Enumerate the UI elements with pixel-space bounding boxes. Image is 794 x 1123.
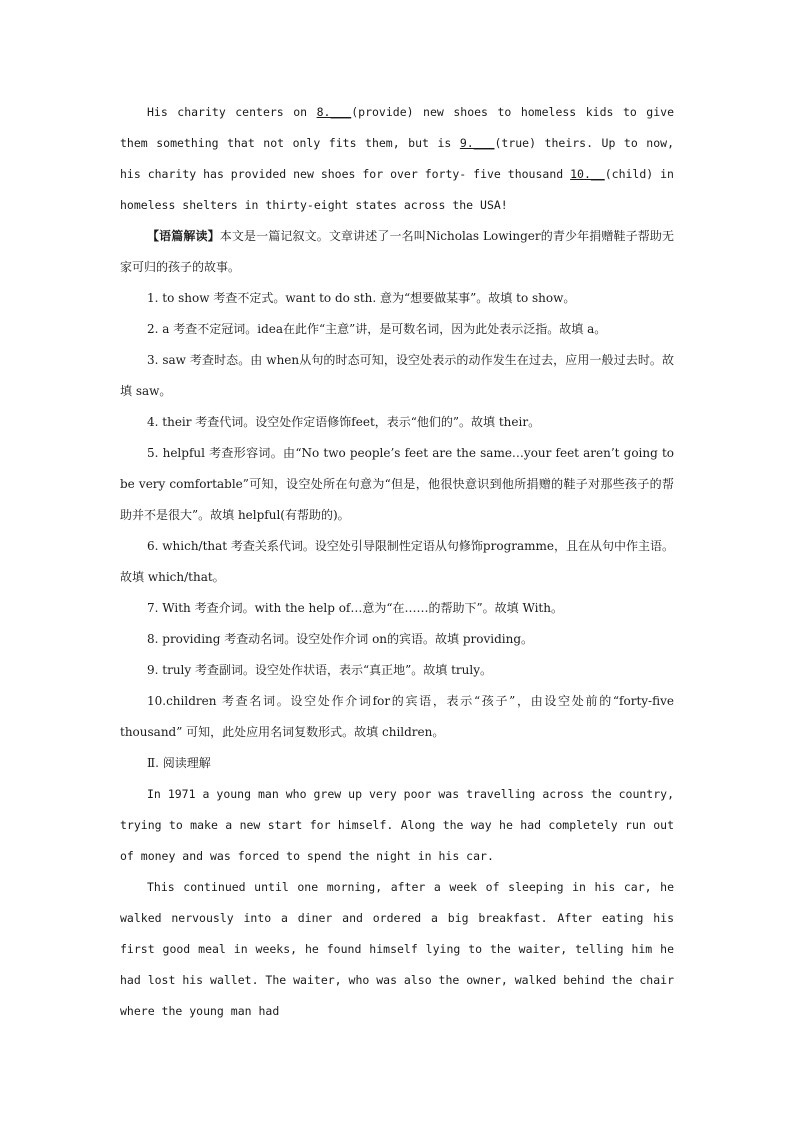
answer-item-8: 8. providing 考查动名词。设空处作介词 on的宾语。故填 providing。 [147, 632, 534, 646]
answer-item-3: 3. saw 考查时态。由 when从句的时态可知，设空处表示的动作发生在过去，应用一般过去时。故填 saw。 [120, 353, 674, 398]
blank-8: 8.___ [316, 105, 352, 119]
blank-10: 10.__ [570, 167, 605, 181]
passage-text: (child) in homeless shelters in thirty-eight states across the USA! [120, 167, 674, 212]
analysis-summary-text: 本文是一篇记叙文。文章讲述了一名叫Nicholas Lowinger的青少年捐赠鞋子帮助无家可归的孩子的故事。 [120, 229, 674, 274]
answer-item-6: 6. which/that 考查关系代词。设空处引导限制性定语从句修饰programme，且在从句中作主语。故填 which/that。 [120, 539, 675, 584]
passage-text: His charity centers on [147, 105, 317, 119]
section-heading: Ⅱ. 阅读理解 [147, 756, 211, 770]
blank-9: 9.___ [459, 136, 495, 150]
passage-text: (provide) new shoes to homeless kids to give them something that not only fits them, but is [120, 105, 674, 150]
reading-paragraph-2: This continued until one morning, after a week of sleeping in his car, he walked nervously into a diner and ordered a big breakfast. After eating his first good meal in weeks, he found himself lying to the waiter, telling him he had lost his wallet. The waiter, who was also the owner, walked behind the chair where the young man had [120, 880, 674, 1018]
answer-item-1: 1. to show 考查不定式。want to do sth. 意为“想要做某事”。故填 to show。 [147, 291, 576, 305]
page-content [120, 97, 674, 1027]
answer-item-7: 7. With 考查介词。with the help of…意为“在……的帮助下”。故填 With。 [147, 601, 563, 615]
answer-item-9: 9. truly 考查副词。设空处作状语，表示“真正地”。故填 truly。 [147, 663, 492, 677]
answer-item-5: 5. helpful 考查形容词。由“No two people’s feet are the same…your feet aren’t going to be very comfortable”可知，设空处所在句意为“但是，他很快意识到他所捐赠的鞋子对那些孩子的帮助并不是很大”。故填 helpful(有帮助的)。 [120, 446, 674, 522]
analysis-summary [120, 221, 674, 283]
passage-paragraph [120, 97, 674, 221]
analysis-header: 【语篇解读】 [147, 229, 220, 243]
answer-item-2: 2. a 考查不定冠词。idea在此作“主意”讲，是可数名词，因为此处表示泛指。故填 a。 [147, 322, 607, 336]
answer-item-10: 10.children 考查名词。设空处作介词for的宾语，表示“孩子”，由设空处前的“forty-five thousand” 可知，此处应用名词复数形式。故填 children。 [120, 694, 674, 739]
reading-paragraph-1: In 1971 a young man who grew up very poor was travelling across the country, trying to make a new start for himself. Along the way he had completely run out of money and was forced to spend the night in his car. [120, 787, 674, 863]
answer-item-4: 4. their 考查代词。设空处作定语修饰feet，表示“他们的”。故填 their。 [147, 415, 541, 429]
passage-text: (true) theirs. Up to now, his charity has provided new shoes for over forty- five thousand [120, 136, 674, 181]
